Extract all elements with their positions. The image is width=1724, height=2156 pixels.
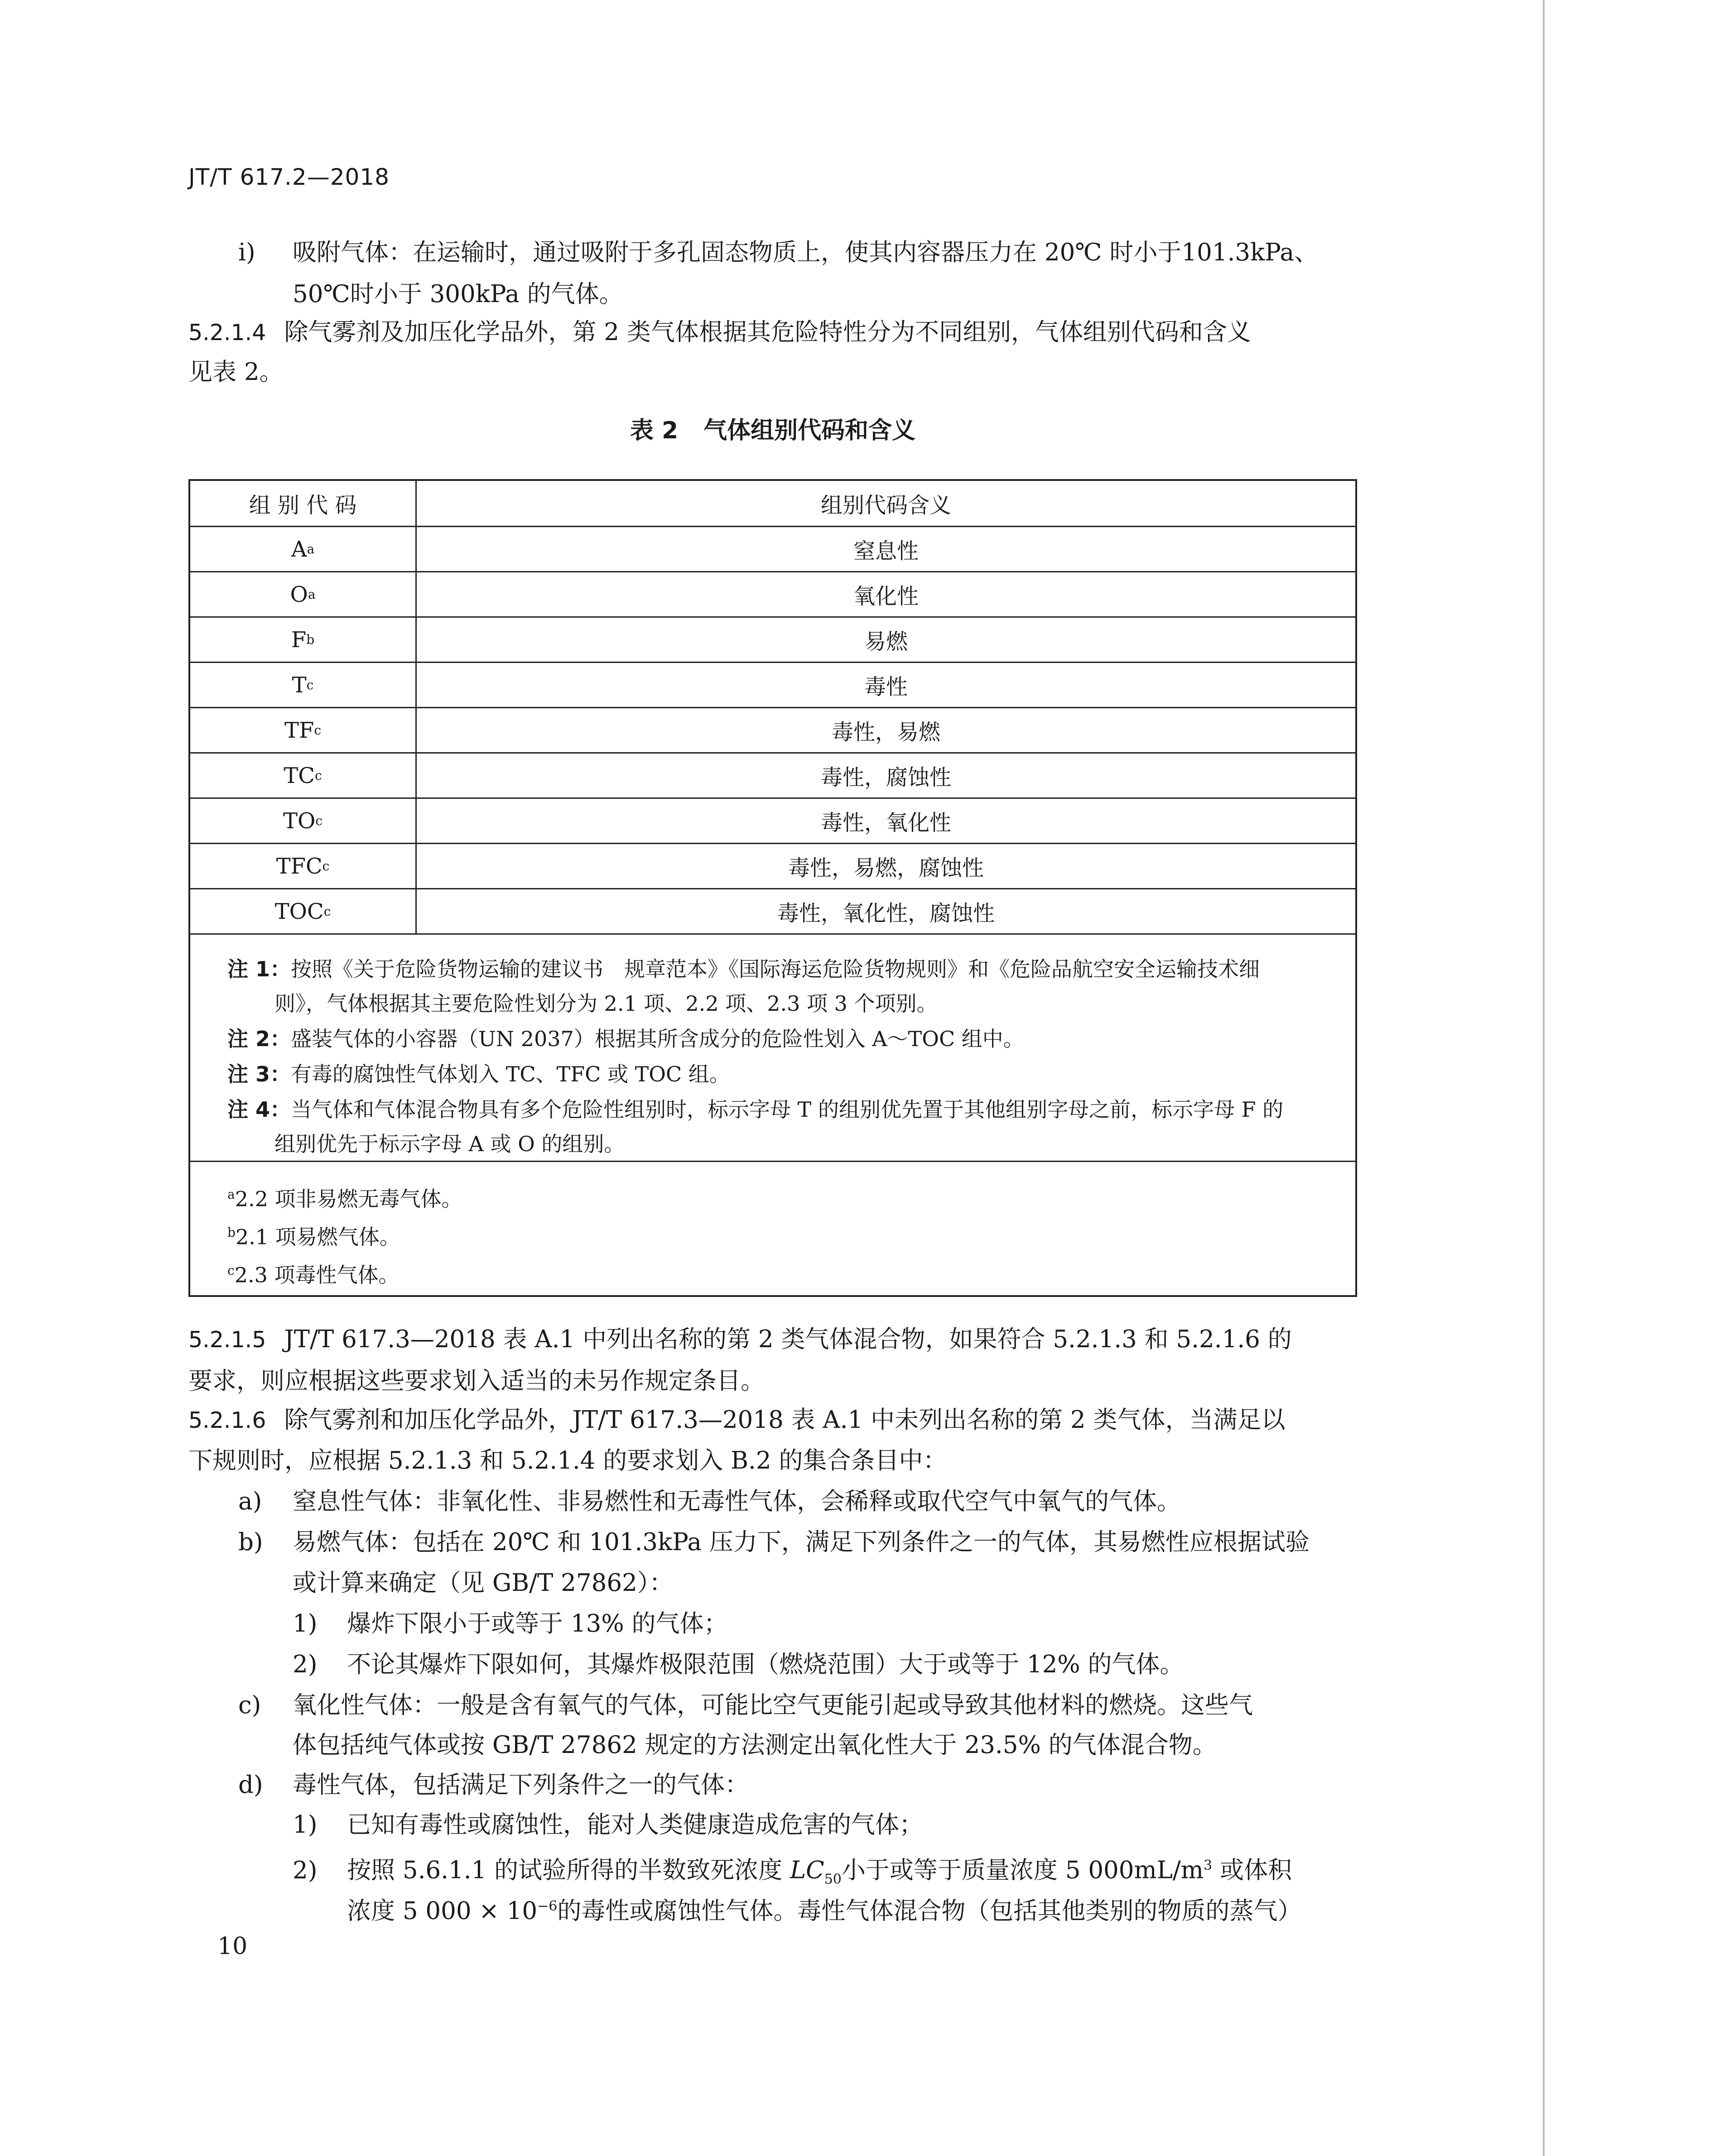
table-row: TF c 毒性，易燃	[190, 708, 1355, 754]
list-item-d: d) 毒性气体，包括满足下列条件之一的气体：	[238, 1771, 749, 1799]
para-i-line2: 50℃时小于 300kPa 的气体。	[293, 280, 623, 308]
note-4-line2: 组别优先于标示字母 A 或 O 的组别。	[274, 1132, 625, 1156]
para-i-label: i)	[238, 239, 255, 266]
list-item-d1: 1) 已知有毒性或腐蚀性，能对人类健康造成危害的气体；	[293, 1811, 923, 1839]
list-item-c-line2: 体包括纯气体或按 GB/T 27862 规定的方法测定出氧化性大于 23.5% 的气体混合物。	[293, 1731, 1217, 1759]
note-1: 注 1：按照《关于危险货物运输的建议书 规章范本》《国际海运危险货物规则》和《危险品航空安全运输技术细	[227, 957, 1260, 981]
list-item-b-line2: 或计算来确定（见 GB/T 27862）：	[293, 1569, 674, 1597]
section-5215-number: 5.2.1.5	[188, 1327, 266, 1353]
table-row: F b 易燃	[190, 618, 1355, 663]
table-header-row	[190, 481, 1355, 527]
section-5216-line2: 下规则时，应根据 5.2.1.3 和 5.2.1.4 的要求划入 B.2 的集合条目中：	[188, 1447, 947, 1474]
section-5214-line1: 5.2.1.4 除气雾剂及加压化学品外，第 2 类气体根据其危险特性分为不同组别，气体组别代码和含义	[188, 318, 1251, 346]
section-5214-number: 5.2.1.4	[188, 320, 266, 346]
list-item-d2-line2: 浓度 5 $000 \times 10^{-6}$的毒性或腐蚀性气体。毒性气体混合物（包括其他类别的物质的蒸气）	[347, 1897, 1302, 1925]
section-5215-line2: 要求，则应根据这些要求划入适当的未另作规定条目。	[188, 1367, 765, 1395]
standard-code: JT/T 617.2—2018	[188, 164, 390, 190]
note-1-line2: 则》，气体根据其主要危险性划分为 2.1 项、2.2 项、2.3 项 3 个项别。	[274, 991, 938, 1016]
note-4: 注 4：当气体和气体混合物具有多个危险性组别时，标示字母 T 的组别优先置于其他组别字母之前，标示字母 F 的	[227, 1097, 1284, 1122]
table-caption-title: 气体组别代码和含义	[703, 417, 916, 444]
list-item-b2: 2) 不论其爆炸下限如何，其爆炸极限范围（燃烧范围）大于或等于 12% 的气体。	[293, 1651, 1184, 1678]
para-i-line1: i) 吸附气体：在运输时，通过吸附于多孔固态物质上，使其内容器压力在 20℃ 时小于101.3kPa、	[238, 232, 1318, 274]
table-row: TC c 毒性，腐蚀性	[190, 754, 1355, 799]
table-row: TFC c 毒性，易燃，腐蚀性	[190, 844, 1355, 889]
gas-group-table	[188, 479, 1357, 1297]
list-item-a: a) 窒息性气体：非氧化性、非易燃性和无毒性气体，会稀释或取代空气中氧气的气体。	[238, 1488, 1181, 1515]
list-item-b1: 1) 爆炸下限小于或等于 13% 的气体；	[293, 1610, 728, 1637]
table-row: T c 毒性	[190, 663, 1355, 708]
table-row: A a 窒息性	[190, 527, 1355, 572]
section-5215-line1: 5.2.1.5 JT/T 617.3—2018 表 A.1 中列出名称的第 2 类气体混合物，如果符合 5.2.1.3 和 5.2.1.6 的	[188, 1325, 1292, 1353]
list-item-b: b) 易燃气体：包括在 20℃ 和 101.3kPa 压力下，满足下列条件之一的气体，其易燃性应根据试验	[238, 1528, 1310, 1556]
footnote-a: $^a$2.2 项非易燃无毒气体。	[227, 1186, 462, 1211]
page-number: 10	[217, 1933, 248, 1960]
table-row: TOC c 毒性，氧化性，腐蚀性	[190, 889, 1355, 935]
section-5216-line1: 5.2.1.6 除气雾剂和加压化学品外，JT/T 617.3—2018 表 A.1 中未列出名称的第 2 类气体，当满足以	[188, 1406, 1286, 1434]
table-row: O a 氧化性	[190, 572, 1355, 618]
section-5214-line2: 见表 2。	[188, 358, 284, 386]
table-caption-number: 表 2	[630, 417, 679, 444]
list-item-d2: 2) 按照 5.6.1.1 的试验所得的半数致死浓度 $LC_{50}$小于或等于质量浓度 5 $000mL/m^3$ 或体积	[293, 1856, 1292, 1887]
header-group-meaning: 组别代码含义	[820, 493, 951, 518]
page-edge-rule	[1543, 0, 1545, 2156]
header-group-code: 组 别 代 码	[190, 481, 417, 526]
note-2: 注 2：盛装气体的小容器（UN 2037）根据其所含成分的危险性划入 A～TOC 组中。	[227, 1027, 1024, 1051]
footnote-c: $^c$2.3 项毒性气体。	[227, 1263, 400, 1287]
table-notes	[190, 935, 1355, 1162]
footnote-b: $^b$2.1 项易燃气体。	[227, 1224, 400, 1249]
note-3: 注 3：有毒的腐蚀性气体划入 TC、TFC 或 TOC 组。	[227, 1062, 730, 1086]
section-5216-number: 5.2.1.6	[188, 1407, 266, 1433]
table-row: TO c 毒性，氧化性	[190, 799, 1355, 844]
table-caption	[188, 411, 1357, 445]
list-item-c: c) 氧化性气体：一般是含有氧气的气体，可能比空气更能引起或导致其他材料的燃烧。这些气	[238, 1691, 1253, 1719]
